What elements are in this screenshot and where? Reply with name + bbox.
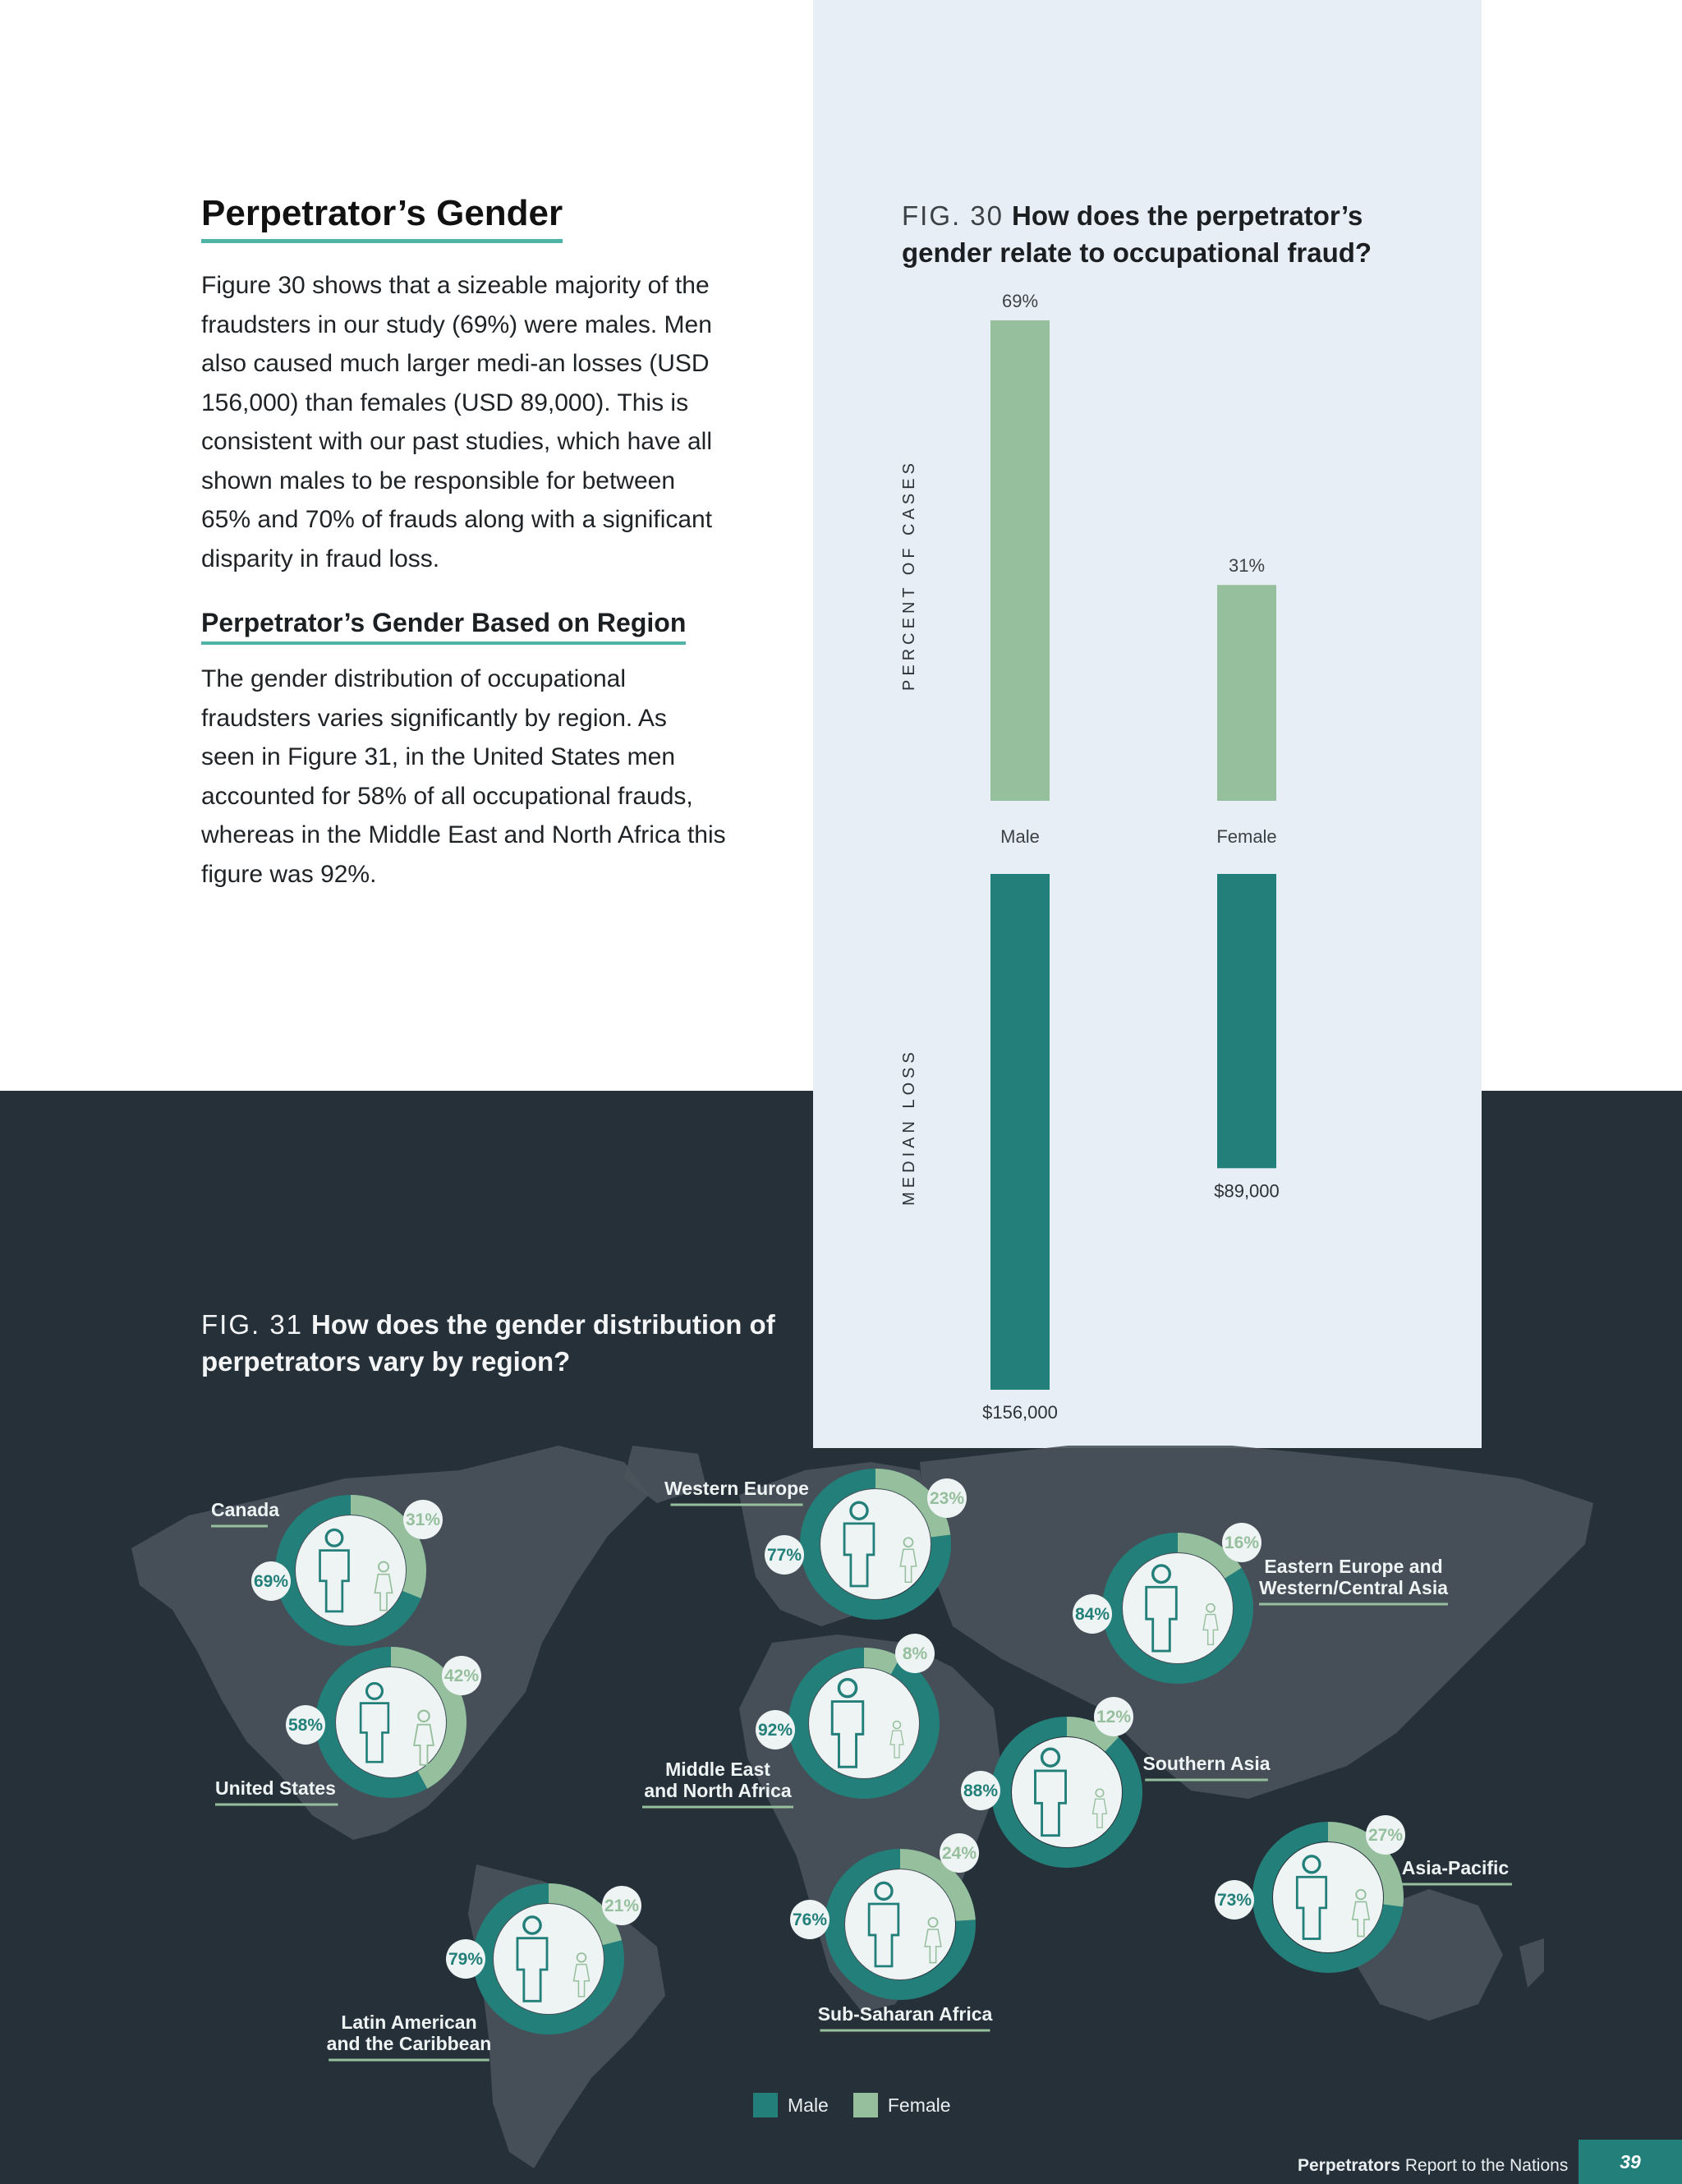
section-body: Figure 30 shows that a sizeable majority of the fraudsters in our study (69%) were males. Men also caused much larger medi-an losses (USD 156,000) than females (USD 89,000). This is consistent with our past studies, which have all shown males to be responsible for between 65% and 70% of frauds along with a significant disparity in fraud loss. — [201, 272, 713, 572]
footer-report: Report to the Nations — [1404, 2156, 1569, 2175]
region-name-line: and North Africa — [644, 1780, 792, 1801]
region-label — [818, 2003, 993, 2030]
donut-center — [1273, 1842, 1383, 1952]
region-name-line: and the Caribbean — [326, 2033, 492, 2054]
male-pct-label: 79% — [448, 1950, 484, 1969]
region-name-line: Western Europe — [664, 1478, 809, 1499]
donut-center — [296, 1515, 406, 1625]
male-pct-label: 76% — [792, 1910, 828, 1929]
fig30-category-label: Female — [1216, 826, 1277, 847]
region-name-line: Middle East — [665, 1759, 770, 1780]
region-label — [1399, 1857, 1512, 1884]
region-name-line: United States — [215, 1777, 336, 1799]
region-name-line: Latin American — [341, 2012, 477, 2033]
female-pct-label: 42% — [443, 1667, 480, 1685]
female-pct-label: 27% — [1367, 1826, 1404, 1845]
region-name-line: Eastern Europe and — [1264, 1556, 1443, 1577]
donut-center — [845, 1869, 955, 1979]
fig30-loss-value-label: $156,000 — [982, 1402, 1058, 1423]
region-label — [1259, 1556, 1448, 1604]
fig30-pct-ylabel: PERCENT OF CASES — [900, 459, 918, 691]
donut-center — [1012, 1737, 1122, 1847]
fig30-pct-value-label: 31% — [1228, 555, 1266, 577]
section-heading: Perpetrator’s Gender — [201, 193, 563, 243]
donut-center — [820, 1489, 931, 1599]
male-pct-label: 73% — [1216, 1891, 1252, 1910]
legend-female-swatch — [853, 2093, 878, 2117]
fig31-label: FIG. 31 — [201, 1309, 304, 1340]
female-pct-label: 8% — [902, 1644, 928, 1663]
section-body-2: The gender distribution of occupational fraudsters varies significantly by region. As seen in Figure 31, in the United States men accounted for 58% of all occupational frauds, whereas in the Middle East and North Africa this figure was 92%. — [201, 665, 726, 888]
fig30-loss-value-label: $89,000 — [1214, 1180, 1280, 1202]
donut-center — [336, 1667, 446, 1777]
male-pct-label: 69% — [253, 1572, 289, 1591]
donut-female-segment — [864, 1658, 896, 1666]
male-pct-label: 88% — [963, 1782, 999, 1800]
male-pct-label: 77% — [766, 1546, 802, 1565]
region-name-line: Asia-Pacific — [1401, 1857, 1510, 1878]
region-name-line: Southern Asia — [1142, 1753, 1271, 1774]
region-name-line: Sub-Saharan Africa — [817, 2003, 993, 2025]
legend-male — [753, 2093, 829, 2117]
donut-center — [494, 1904, 604, 2014]
fig30-question: How does the perpetrator’s gender relate to occupational fraud? — [902, 200, 1372, 268]
region-label — [327, 2012, 492, 2060]
section-subheading: Perpetrator’s Gender Based on Region — [201, 608, 686, 645]
page-footer — [1298, 2156, 1568, 2176]
fig30-label: FIG. 30 — [902, 200, 1004, 231]
continent-shape-8 — [1519, 1938, 1544, 1988]
region-name-line: Canada — [211, 1499, 280, 1520]
female-pct-label: 24% — [941, 1844, 977, 1863]
legend-male-swatch — [753, 2093, 778, 2117]
fig30-category-label: Male — [1000, 826, 1040, 847]
female-pct-label: 16% — [1224, 1533, 1260, 1552]
fig30-pct-value-label: 69% — [1001, 291, 1039, 311]
legend-female — [853, 2093, 951, 2117]
fig30-loss-ylabel: MEDIAN LOSS — [900, 1048, 918, 1206]
region-name-line: Western/Central Asia — [1258, 1577, 1449, 1598]
female-pct-label: 23% — [929, 1489, 965, 1508]
legend-male-label: Male — [788, 2094, 829, 2116]
legend-female-label: Female — [887, 2094, 951, 2116]
female-pct-label: 21% — [604, 1897, 640, 1915]
fig31-question: How does the gender distribution of perpetrators vary by region? — [201, 1309, 775, 1377]
male-pct-label: 84% — [1074, 1605, 1110, 1624]
page-number: 39 — [1579, 2140, 1682, 2184]
male-pct-label: 92% — [757, 1721, 793, 1740]
female-pct-label: 31% — [405, 1510, 441, 1529]
footer-section: Perpetrators — [1298, 2156, 1400, 2175]
donut-center — [1123, 1553, 1233, 1663]
female-pct-label: 12% — [1096, 1708, 1132, 1727]
fig31-legend — [753, 2093, 976, 2117]
male-pct-label: 58% — [287, 1716, 324, 1735]
